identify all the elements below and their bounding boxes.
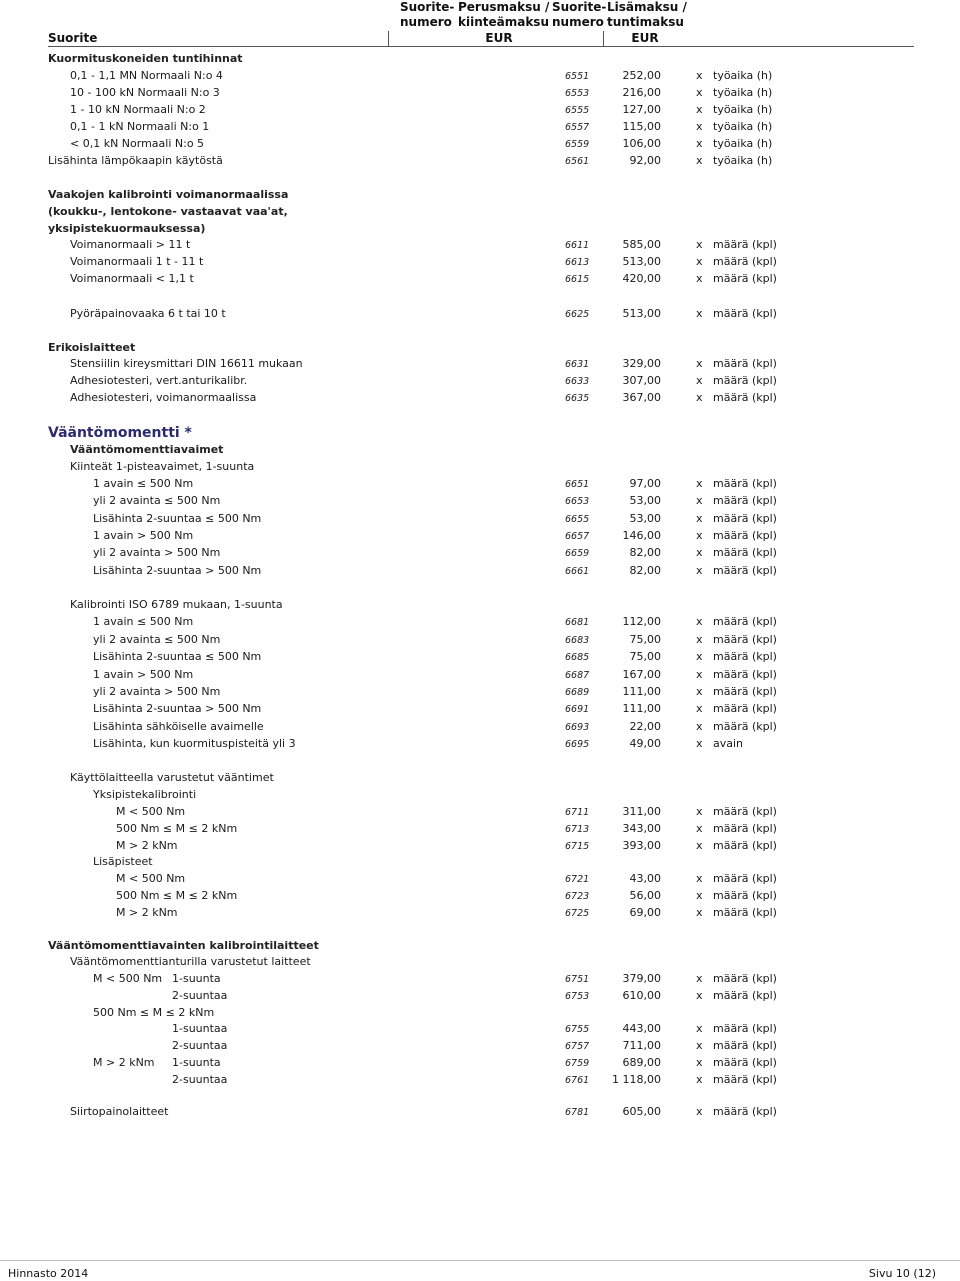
row-unit: työaika (h) xyxy=(713,103,773,116)
row-unit: määrä (kpl) xyxy=(713,650,777,663)
row-multiplier: x xyxy=(696,272,703,285)
row-price: 53,00 xyxy=(629,512,661,525)
row-multiplier: x xyxy=(696,1039,703,1052)
row-unit: määrä (kpl) xyxy=(713,307,777,320)
row-unit: määrä (kpl) xyxy=(713,357,777,370)
row-unit: määrä (kpl) xyxy=(713,529,777,542)
row-multiplier: x xyxy=(696,374,703,387)
row-label: < 0,1 kN Normaali N:o 5 xyxy=(70,137,205,150)
row-multiplier: x xyxy=(696,1056,703,1069)
row-label-suffix: 1-suunta xyxy=(172,1056,221,1069)
row-code: 6761 xyxy=(565,1075,590,1086)
row-code: 6721 xyxy=(565,874,590,885)
row-multiplier: x xyxy=(696,1105,703,1118)
row-multiplier: x xyxy=(696,529,703,542)
row-code: 6615 xyxy=(565,274,590,285)
row-code: 6681 xyxy=(565,617,590,628)
row-label: 1 avain ≤ 500 Nm xyxy=(93,477,194,490)
row-label: 1 avain ≤ 500 Nm xyxy=(93,615,194,628)
row-unit: määrä (kpl) xyxy=(713,391,777,404)
row-label: yli 2 avainta > 500 Nm xyxy=(93,685,221,698)
header-suoritenumero-line2: numero xyxy=(400,15,452,29)
row-price: 610,00 xyxy=(622,989,661,1002)
row-unit: määrä (kpl) xyxy=(713,546,777,559)
row-multiplier: x xyxy=(696,120,703,133)
row-price: 605,00 xyxy=(622,1105,661,1118)
row-price: 343,00 xyxy=(622,822,661,835)
header-perusmaksu-line3: EUR xyxy=(485,31,513,45)
footer-left: Hinnasto 2014 xyxy=(8,1267,89,1280)
footer-rule xyxy=(0,1260,960,1261)
row-multiplier: x xyxy=(696,889,703,902)
row-label: M < 500 Nm xyxy=(116,872,186,885)
row-code: 6685 xyxy=(565,652,590,663)
row-label: Vääntömomentti * xyxy=(48,425,192,441)
row-label: yksipistekuormauksessa) xyxy=(48,222,206,235)
row-unit: määrä (kpl) xyxy=(713,477,777,490)
row-code: 6723 xyxy=(565,891,590,902)
row-price: 393,00 xyxy=(622,839,661,852)
row-price: 43,00 xyxy=(629,872,661,885)
row-price: 443,00 xyxy=(622,1022,661,1035)
row-unit: määrä (kpl) xyxy=(713,1022,777,1035)
row-code: 6651 xyxy=(565,479,590,490)
row-code: 6759 xyxy=(565,1058,590,1069)
row-unit: määrä (kpl) xyxy=(713,494,777,507)
row-code: 6715 xyxy=(565,841,590,852)
row-label: Lisähinta, kun kuormituspisteitä yli 3 xyxy=(93,737,296,750)
row-multiplier: x xyxy=(696,69,703,82)
row-multiplier: x xyxy=(696,615,703,628)
row-label: 2-suuntaa xyxy=(172,989,228,1002)
row-label: 2-suuntaa xyxy=(172,1073,228,1086)
row-multiplier: x xyxy=(696,512,703,525)
row-label: Vaakojen kalibrointi voimanormaalissa xyxy=(48,188,289,201)
row-unit: määrä (kpl) xyxy=(713,822,777,835)
row-multiplier: x xyxy=(696,137,703,150)
header-suorite: Suorite xyxy=(48,31,98,45)
row-price: 513,00 xyxy=(622,255,661,268)
row-unit: määrä (kpl) xyxy=(713,906,777,919)
row-unit: määrä (kpl) xyxy=(713,615,777,628)
row-multiplier: x xyxy=(696,685,703,698)
row-price: 106,00 xyxy=(622,137,661,150)
row-unit: työaika (h) xyxy=(713,137,773,150)
row-price: 329,00 xyxy=(622,357,661,370)
row-label: Adhesiotesteri, voimanormaalissa xyxy=(70,391,257,404)
row-multiplier: x xyxy=(696,86,703,99)
row-multiplier: x xyxy=(696,564,703,577)
row-label: Erikoislaitteet xyxy=(48,341,136,354)
row-unit: määrä (kpl) xyxy=(713,889,777,902)
row-label: (koukku-, lentokone- vastaavat vaa'at, xyxy=(48,205,288,218)
header-suoritenumero2-line1: Suorite- xyxy=(552,0,607,14)
row-unit: työaika (h) xyxy=(713,154,773,167)
header-lisamaksu-line3: EUR xyxy=(631,31,659,45)
row-price: 92,00 xyxy=(629,154,661,167)
row-multiplier: x xyxy=(696,1022,703,1035)
row-code: 6625 xyxy=(565,309,590,320)
row-unit: määrä (kpl) xyxy=(713,702,777,715)
row-multiplier: x xyxy=(696,972,703,985)
row-code: 6713 xyxy=(565,824,590,835)
row-code: 6661 xyxy=(565,566,590,577)
row-price: 112,00 xyxy=(622,615,661,628)
row-price: 146,00 xyxy=(622,529,661,542)
row-label: M < 500 Nm xyxy=(116,805,186,818)
row-code: 6725 xyxy=(565,908,590,919)
row-price: 167,00 xyxy=(622,668,661,681)
row-label: 2-suuntaa xyxy=(172,1039,228,1052)
row-price: 252,00 xyxy=(622,69,661,82)
row-multiplier: x xyxy=(696,307,703,320)
row-price: 216,00 xyxy=(622,86,661,99)
row-price: 75,00 xyxy=(629,650,661,663)
row-multiplier: x xyxy=(696,650,703,663)
row-label: Lisähinta lämpökaapin käytöstä xyxy=(48,154,223,167)
row-multiplier: x xyxy=(696,103,703,116)
header-divider-2 xyxy=(603,31,604,46)
row-price: 1 118,00 xyxy=(612,1073,661,1086)
row-code: 6781 xyxy=(565,1107,590,1118)
row-price: 513,00 xyxy=(622,307,661,320)
row-label: 1 avain > 500 Nm xyxy=(93,529,194,542)
row-unit: määrä (kpl) xyxy=(713,805,777,818)
row-code: 6635 xyxy=(565,393,590,404)
row-label: 500 Nm ≤ M ≤ 2 kNm xyxy=(116,822,238,835)
row-label: Yksipistekalibrointi xyxy=(93,788,197,801)
header-lisamaksu-line2: tuntimaksu xyxy=(607,15,684,29)
header-divider-1 xyxy=(388,31,389,46)
row-multiplier: x xyxy=(696,494,703,507)
row-multiplier: x xyxy=(696,1073,703,1086)
row-multiplier: x xyxy=(696,477,703,490)
row-price: 82,00 xyxy=(629,546,661,559)
row-label: Lisähinta 2-suuntaa > 500 Nm xyxy=(93,702,262,715)
row-unit: määrä (kpl) xyxy=(713,1039,777,1052)
row-label: Vääntömomenttiavaimet xyxy=(70,443,224,456)
row-label: Lisähinta 2-suuntaa ≤ 500 Nm xyxy=(93,650,262,663)
row-label: Lisähinta 2-suuntaa > 500 Nm xyxy=(93,564,262,577)
header-lisamaksu-line1: Lisämaksu / xyxy=(607,0,687,14)
row-price: 311,00 xyxy=(622,805,661,818)
row-multiplier: x xyxy=(696,668,703,681)
row-code: 6557 xyxy=(565,122,590,133)
row-multiplier: x xyxy=(696,737,703,750)
row-label: 10 - 100 kN Normaali N:o 3 xyxy=(70,86,220,99)
row-unit: määrä (kpl) xyxy=(713,685,777,698)
row-label: 1 avain > 500 Nm xyxy=(93,668,194,681)
header-bottom-rule xyxy=(48,46,914,47)
row-code: 6551 xyxy=(565,71,590,82)
row-price: 111,00 xyxy=(622,702,661,715)
row-multiplier: x xyxy=(696,633,703,646)
row-price: 97,00 xyxy=(629,477,661,490)
row-label: yli 2 avainta > 500 Nm xyxy=(93,546,221,559)
row-label: M > 2 kNm xyxy=(93,1056,155,1069)
row-label: 0,1 - 1 kN Normaali N:o 1 xyxy=(70,120,210,133)
row-code: 6691 xyxy=(565,704,590,715)
row-label: Käyttölaitteella varustetut vääntimet xyxy=(70,771,274,784)
row-unit: määrä (kpl) xyxy=(713,972,777,985)
row-unit: määrä (kpl) xyxy=(713,564,777,577)
row-code: 6711 xyxy=(565,807,590,818)
row-unit: määrä (kpl) xyxy=(713,839,777,852)
row-multiplier: x xyxy=(696,822,703,835)
row-unit: määrä (kpl) xyxy=(713,272,777,285)
row-code: 6631 xyxy=(565,359,590,370)
row-price: 307,00 xyxy=(622,374,661,387)
header-suoritenumero-line1: Suorite- xyxy=(400,0,455,14)
row-label: yli 2 avainta ≤ 500 Nm xyxy=(93,494,221,507)
row-code: 6653 xyxy=(565,496,590,507)
row-label: Siirtopainolaitteet xyxy=(70,1105,169,1118)
row-code: 6693 xyxy=(565,722,590,733)
row-unit: työaika (h) xyxy=(713,120,773,133)
row-code: 6553 xyxy=(565,88,590,99)
row-unit: määrä (kpl) xyxy=(713,1056,777,1069)
row-multiplier: x xyxy=(696,805,703,818)
row-price: 82,00 xyxy=(629,564,661,577)
row-unit: määrä (kpl) xyxy=(713,255,777,268)
row-unit: määrä (kpl) xyxy=(713,512,777,525)
row-price: 56,00 xyxy=(629,889,661,902)
row-unit: määrä (kpl) xyxy=(713,374,777,387)
row-price: 115,00 xyxy=(622,120,661,133)
row-label: 500 Nm ≤ M ≤ 2 kNm xyxy=(93,1006,215,1019)
row-label: M < 500 Nm xyxy=(93,972,163,985)
row-multiplier: x xyxy=(696,989,703,1002)
row-label: Voimanormaali < 1,1 t xyxy=(70,272,194,285)
row-multiplier: x xyxy=(696,702,703,715)
row-unit: määrä (kpl) xyxy=(713,872,777,885)
row-code: 6633 xyxy=(565,376,590,387)
row-unit: avain xyxy=(713,737,744,750)
row-label: 1 - 10 kN Normaali N:o 2 xyxy=(70,103,206,116)
row-multiplier: x xyxy=(696,906,703,919)
row-code: 6613 xyxy=(565,257,590,268)
row-multiplier: x xyxy=(696,391,703,404)
row-price: 689,00 xyxy=(622,1056,661,1069)
row-price: 49,00 xyxy=(629,737,661,750)
row-price: 367,00 xyxy=(622,391,661,404)
row-label: Kiinteät 1-pisteavaimet, 1-suunta xyxy=(70,460,255,473)
row-price: 69,00 xyxy=(629,906,661,919)
row-unit: määrä (kpl) xyxy=(713,720,777,733)
row-label: Vääntömomenttiavainten kalibrointilaitteet xyxy=(48,939,319,952)
row-label: Lisäpisteet xyxy=(93,855,153,868)
row-price: 585,00 xyxy=(622,238,661,251)
row-label: Lisähinta 2-suuntaa ≤ 500 Nm xyxy=(93,512,262,525)
row-label: Kuormituskoneiden tuntihinnat xyxy=(48,52,243,65)
row-code: 6687 xyxy=(565,670,590,681)
row-code: 6695 xyxy=(565,739,590,750)
row-multiplier: x xyxy=(696,839,703,852)
row-price: 420,00 xyxy=(622,272,661,285)
row-code: 6655 xyxy=(565,514,590,525)
row-code: 6559 xyxy=(565,139,590,150)
row-code: 6657 xyxy=(565,531,590,542)
row-unit: työaika (h) xyxy=(713,69,773,82)
row-multiplier: x xyxy=(696,720,703,733)
row-multiplier: x xyxy=(696,238,703,251)
row-code: 6757 xyxy=(565,1041,590,1052)
row-multiplier: x xyxy=(696,546,703,559)
row-label-suffix: 1-suunta xyxy=(172,972,221,985)
row-code: 6683 xyxy=(565,635,590,646)
row-code: 6689 xyxy=(565,687,590,698)
row-label: M > 2 kNm xyxy=(116,839,178,852)
row-code: 6659 xyxy=(565,548,590,559)
row-unit: työaika (h) xyxy=(713,86,773,99)
row-price: 22,00 xyxy=(629,720,661,733)
row-unit: määrä (kpl) xyxy=(713,238,777,251)
row-label: 1-suuntaa xyxy=(172,1022,228,1035)
row-label: 500 Nm ≤ M ≤ 2 kNm xyxy=(116,889,238,902)
row-label: M > 2 kNm xyxy=(116,906,178,919)
row-label: Voimanormaali 1 t - 11 t xyxy=(70,255,204,268)
header-suoritenumero2-line2: numero xyxy=(552,15,604,29)
row-label: Voimanormaali > 11 t xyxy=(70,238,191,251)
row-price: 53,00 xyxy=(629,494,661,507)
row-price: 75,00 xyxy=(629,633,661,646)
row-price: 379,00 xyxy=(622,972,661,985)
row-label: Pyöräpainovaaka 6 t tai 10 t xyxy=(70,307,226,320)
row-unit: määrä (kpl) xyxy=(713,633,777,646)
row-label: Stensiilin kireysmittari DIN 16611 mukaan xyxy=(70,357,303,370)
footer-right: Sivu 10 (12) xyxy=(868,1267,936,1280)
row-price: 127,00 xyxy=(622,103,661,116)
header-perusmaksu-line2: kiinteämaksu xyxy=(458,15,549,29)
row-multiplier: x xyxy=(696,872,703,885)
row-code: 6753 xyxy=(565,991,590,1002)
header-perusmaksu-line1: Perusmaksu / xyxy=(458,0,550,14)
row-code: 6751 xyxy=(565,974,590,985)
row-multiplier: x xyxy=(696,255,703,268)
row-price: 111,00 xyxy=(622,685,661,698)
row-unit: määrä (kpl) xyxy=(713,668,777,681)
row-code: 6611 xyxy=(565,240,590,251)
row-unit: määrä (kpl) xyxy=(713,1105,777,1118)
row-label: 0,1 - 1,1 MN Normaali N:o 4 xyxy=(70,69,223,82)
row-label: yli 2 avainta ≤ 500 Nm xyxy=(93,633,221,646)
row-label: Lisähinta sähköiselle avaimelle xyxy=(93,720,264,733)
row-multiplier: x xyxy=(696,357,703,370)
row-label: Vääntömomenttianturilla varustetut laitteet xyxy=(70,955,311,968)
row-label: Kalibrointi ISO 6789 mukaan, 1-suunta xyxy=(70,598,283,611)
row-price: 711,00 xyxy=(622,1039,661,1052)
row-label: Adhesiotesteri, vert.anturikalibr. xyxy=(70,374,248,387)
row-unit: määrä (kpl) xyxy=(713,1073,777,1086)
row-code: 6555 xyxy=(565,105,590,116)
row-multiplier: x xyxy=(696,154,703,167)
row-code: 6755 xyxy=(565,1024,590,1035)
row-unit: määrä (kpl) xyxy=(713,989,777,1002)
row-code: 6561 xyxy=(565,156,590,167)
